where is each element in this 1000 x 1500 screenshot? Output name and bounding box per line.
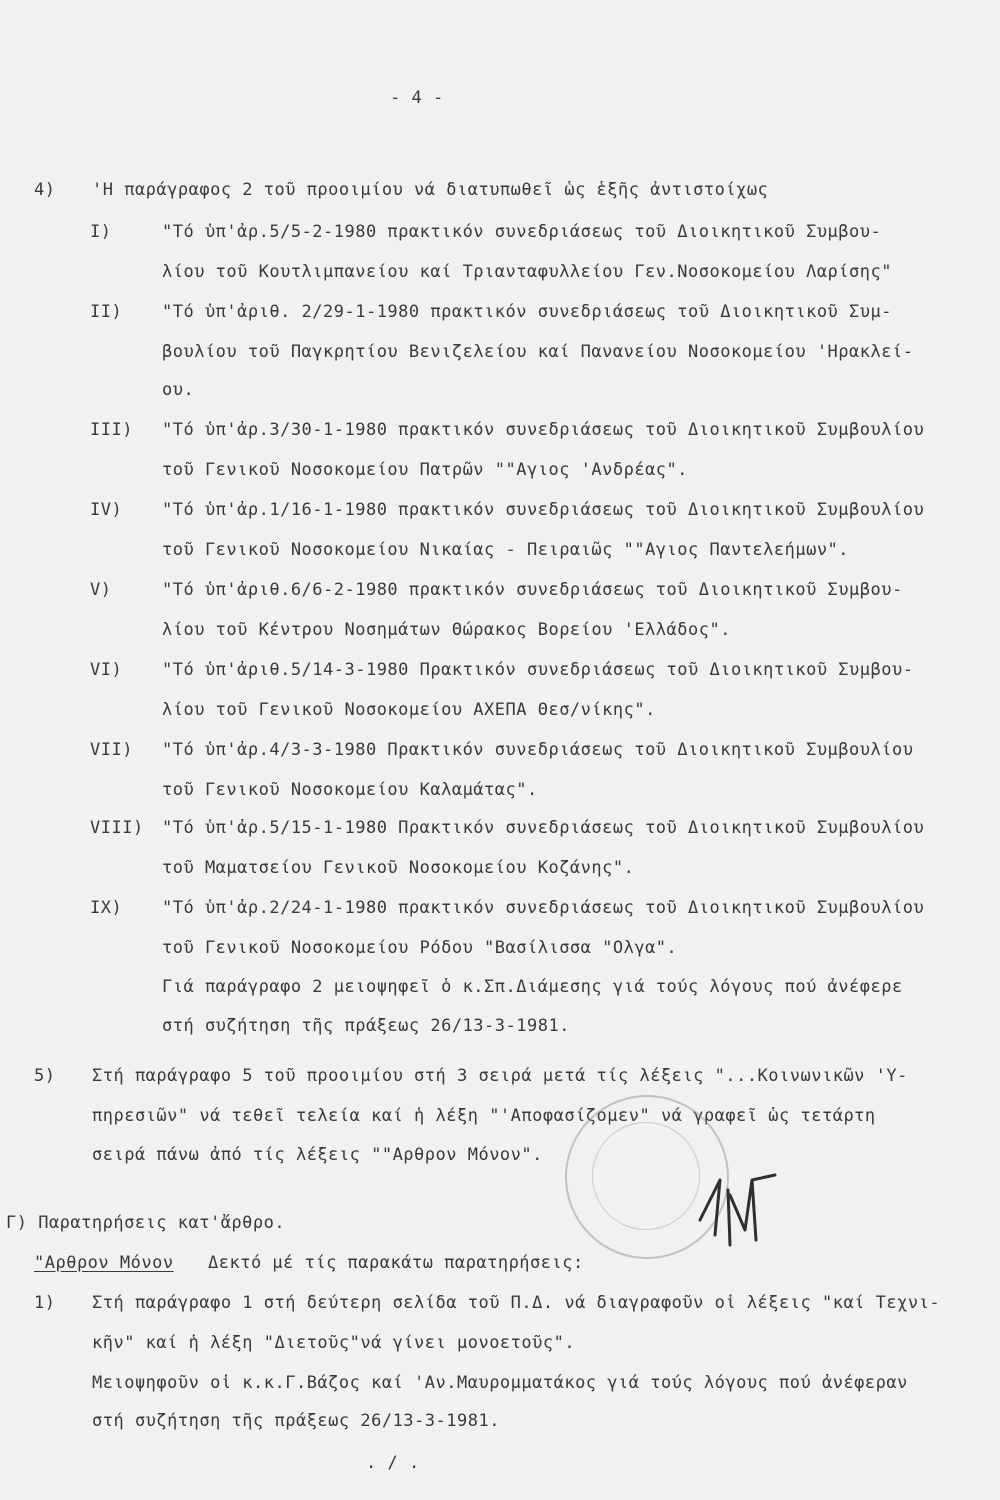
entry-line: "Τό ὑπ'ἀρ.1/16-1-1980 πρακτικόν συνεδριάσεως τοῦ Διοικητικοῦ Συμβουλίου xyxy=(162,500,925,520)
item-5-line: Στή παράγραφο 5 τοῦ προοιμίου στή 3 σειρά μετά τίς λέξεις "...Κοινωνικῶν 'Υ- xyxy=(92,1066,908,1086)
entry-line: τοῦ Γενικοῦ Νοσοκομείου Ρόδου "Βασίλισσα "Ολγα". xyxy=(162,938,678,958)
item-4-dissent: στή συζήτηση τῆς πράξεως 26/13-3-1981. xyxy=(162,1016,570,1036)
entry-number: VI) xyxy=(90,660,123,680)
item-5-line: σειρά πάνω ἀπό τίς λέξεις ""Αρθρον Μόνον". xyxy=(92,1145,543,1165)
entry-line: τοῦ Γενικοῦ Νοσοκομείου Καλαμάτας". xyxy=(162,780,538,800)
stamp-inner-ring xyxy=(592,1122,700,1230)
article-text: Δεκτό μέ τίς παρακάτω παρατηρήσεις: xyxy=(208,1253,584,1273)
continuation-mark: . / . xyxy=(366,1453,420,1473)
entry-line: "Τό ὑπ'ἀριθ. 2/29-1-1980 πρακτικόν συνεδριάσεως τοῦ Διοικητικοῦ Συμ- xyxy=(162,302,892,322)
item-4-intro: 'Η παράγραφος 2 τοῦ προοιμίου νά διατυπωθεῖ ὡς ἑξῆς ἀντιστοίχως xyxy=(92,180,769,200)
entry-number: IV) xyxy=(90,500,123,520)
entry-number: IX) xyxy=(90,898,123,918)
entry-line: "Τό ὑπ'ἀρ.5/5-2-1980 πρακτικόν συνεδριάσεως τοῦ Διοικητικοῦ Συμβου- xyxy=(162,222,882,242)
entry-number: I) xyxy=(90,222,112,242)
entry-line: "Τό ὑπ'ἀρ.2/24-1-1980 πρακτικόν συνεδριάσεως τοῦ Διοικητικοῦ Συμβουλίου xyxy=(162,898,925,918)
entry-line: λίου τοῦ Γενικοῦ Νοσοκομείου ΑΧΕΠΑ Θεσ/νίκης". xyxy=(162,700,656,720)
entry-line: "Τό ὑπ'ἀριθ.6/6-2-1980 πρακτικόν συνεδριάσεως τοῦ Διοικητικοῦ Συμβου- xyxy=(162,580,903,600)
entry-line: βουλίου τοῦ Παγκρητίου Βενιζελείου καί Πανανείου Νοσοκομείου 'Ηρακλεί- xyxy=(162,342,914,362)
entry-line: τοῦ Γενικοῦ Νοσοκομείου Πατρῶν ""Αγιος 'Ανδρέας". xyxy=(162,460,689,480)
entry-line: "Τό ὑπ'ἀρ.3/30-1-1980 πρακτικόν συνεδριάσεως τοῦ Διοικητικοῦ Συμβουλίου xyxy=(162,420,925,440)
entry-line: "Τό ὑπ'ἀριθ.5/14-3-1980 Πρακτικόν συνεδριάσεως τοῦ Διοικητικοῦ Συμβου- xyxy=(162,660,914,680)
sub-item-line: Στή παράγραφο 1 στή δεύτερη σελίδα τοῦ Π.Δ. νά διαγραφοῦν οἱ λέξεις "καί Τεχνι- xyxy=(92,1293,941,1313)
article-label: "Αρθρον Μόνον xyxy=(34,1253,174,1273)
sub-item-dissent: Μειοψηφοῦν οἱ κ.κ.Γ.Βάζος καί 'Αν.Μαυρομματάκος γιά τούς λόγους πού ἀνέφεραν xyxy=(92,1373,908,1393)
item-5-number: 5) xyxy=(34,1066,56,1086)
entry-line: "Τό ὑπ'ἀρ.4/3-3-1980 Πρακτικόν συνεδριάσεως τοῦ Διοικητικοῦ Συμβουλίου xyxy=(162,740,914,760)
item-4-dissent: Γιά παράγραφο 2 μειοψηφεῖ ὁ κ.Σπ.Διάμεσης γιά τούς λόγους πού ἀνέφερε xyxy=(162,977,903,997)
sub-item-dissent: στή συζήτηση τῆς πράξεως 26/13-3-1981. xyxy=(92,1411,500,1431)
entry-line: τοῦ Γενικοῦ Νοσοκομείου Νικαίας - Πειραιῶς ""Αγιος Παντελεήμων". xyxy=(162,540,850,560)
entry-number: VIII) xyxy=(90,818,144,838)
entry-number: II) xyxy=(90,302,123,322)
entry-line: ου. xyxy=(162,380,195,400)
page-number: - 4 - xyxy=(390,88,444,108)
item-5-line: πηρεσιῶν" νά τεθεῖ τελεία καί ἡ λέξη "'Αποφασίζομεν" νά γραφεῖ ὡς τετάρτη xyxy=(92,1106,876,1126)
entry-number: V) xyxy=(90,580,112,600)
sub-item-line: κῆν" καί ἡ λέξη "Διετοῦς"νά γίνει μονοετοῦς". xyxy=(92,1333,576,1353)
entry-line: λίου τοῦ Κέντρου Νοσημάτων Θώρακος Βορείου 'Ελλάδος". xyxy=(162,620,731,640)
item-4-number: 4) xyxy=(34,180,56,200)
entry-number: III) xyxy=(90,420,133,440)
entry-number: VII) xyxy=(90,740,133,760)
sub-item-number: 1) xyxy=(34,1293,56,1313)
section-g-heading: Γ) Παρατηρήσεις κατ'ἄρθρο. xyxy=(6,1213,286,1233)
signature xyxy=(690,1160,785,1255)
entry-line: "Τό ὑπ'ἀρ.5/15-1-1980 Πρακτικόν συνεδριάσεως τοῦ Διοικητικοῦ Συμβουλίου xyxy=(162,818,925,838)
entry-line: τοῦ Μαματσείου Γενικοῦ Νοσοκομείου Κοζάνης". xyxy=(162,858,635,878)
entry-line: λίου τοῦ Κουτλιμπανείου καί Τριανταφυλλείου Γεν.Νοσοκομείου Λαρίσης" xyxy=(162,262,892,282)
